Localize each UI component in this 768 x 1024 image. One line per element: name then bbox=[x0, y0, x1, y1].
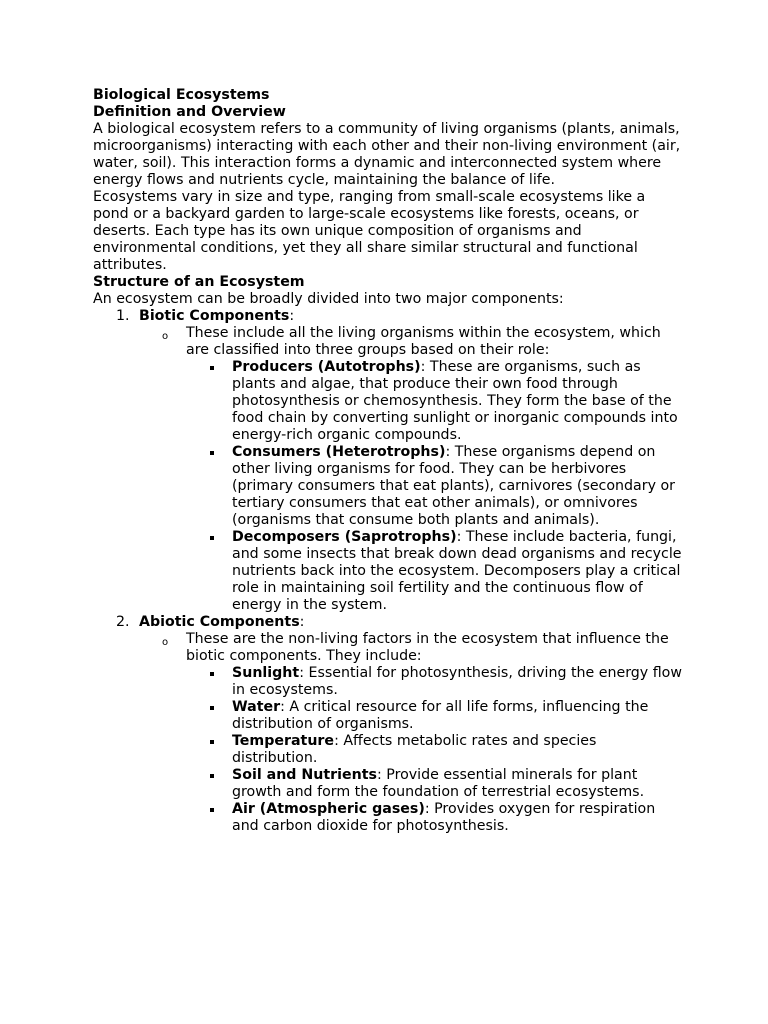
detail-term: Decomposers (Saprotrophs) bbox=[232, 529, 457, 545]
component-title: Abiotic Components bbox=[139, 614, 300, 630]
detail-term: Producers (Autotrophs) bbox=[232, 359, 421, 375]
detail-description: : Provide essential minerals for plant growth and form the foundation of terrestrial ecosystems. bbox=[232, 767, 645, 800]
detail-text bbox=[232, 767, 683, 801]
detail-description: : A critical resource for all life forms, influencing the distribution of organisms. bbox=[232, 699, 649, 732]
square-bullet-icon bbox=[210, 451, 214, 455]
list-number: 2. bbox=[116, 614, 130, 630]
document-body bbox=[93, 87, 683, 835]
detail-text bbox=[232, 359, 683, 444]
list-item bbox=[186, 444, 683, 529]
component-title: Biotic Components bbox=[139, 308, 290, 324]
component-heading bbox=[139, 614, 683, 631]
component-sublist bbox=[139, 631, 683, 835]
detail-description: : Essential for photosynthesis, driving the energy flow in ecosystems. bbox=[232, 665, 682, 698]
sublist-text: These are the non-living factors in the ecosystem that influence the biotic components. They include: bbox=[186, 631, 669, 664]
list-number: 1. bbox=[116, 308, 130, 324]
detail-text bbox=[232, 665, 683, 699]
sublist-item bbox=[139, 325, 683, 614]
component-item-biotic bbox=[93, 308, 683, 614]
detail-term: Soil and Nutrients bbox=[232, 767, 377, 783]
paragraph-structure-intro: An ecosystem can be broadly divided into two major components: bbox=[93, 291, 564, 307]
component-heading bbox=[139, 308, 683, 325]
square-bullet-icon bbox=[210, 536, 214, 540]
list-item bbox=[186, 699, 683, 733]
detail-term: Water bbox=[232, 699, 281, 715]
component-item-abiotic bbox=[93, 614, 683, 835]
detail-description: : These include bacteria, fungi, and some insects that break down dead organisms and recycle nutrients back into the ecosystem. Decomposers play a critical role in maintaining soil fertility and the continuous flow of energy in the system. bbox=[232, 529, 682, 613]
square-bullet-icon bbox=[210, 740, 214, 744]
detail-term: Sunlight bbox=[232, 665, 300, 681]
list-item bbox=[186, 359, 683, 444]
list-item bbox=[186, 801, 683, 835]
sublist-item bbox=[139, 631, 683, 835]
detail-list bbox=[186, 665, 683, 835]
detail-term: Consumers (Heterotrophs) bbox=[232, 444, 446, 460]
section-heading-structure: Structure of an Ecosystem bbox=[93, 274, 305, 290]
document-title: Biological Ecosystems bbox=[93, 87, 270, 103]
circle-bullet-icon: o bbox=[162, 331, 169, 342]
detail-text bbox=[232, 444, 683, 529]
detail-term: Air (Atmospheric gases) bbox=[232, 801, 425, 817]
detail-text bbox=[232, 801, 683, 835]
component-colon: : bbox=[289, 308, 295, 324]
section-heading-definition: Definition and Overview bbox=[93, 104, 286, 120]
detail-list bbox=[186, 359, 683, 614]
list-item bbox=[186, 733, 683, 767]
detail-description: : Affects metabolic rates and species distribution. bbox=[232, 733, 597, 766]
paragraph-types: Ecosystems vary in size and type, ranging from small-scale ecosystems like a pond or a backyard garden to large-scale ecosystems like forests, oceans, or deserts. Each type has its own unique composition of organisms and environmental conditions, yet they all share similar structural and functional attributes. bbox=[93, 189, 646, 273]
sublist-text: These include all the living organisms within the ecosystem, which are classified into three groups based on their role: bbox=[186, 325, 661, 358]
circle-bullet-icon: o bbox=[162, 637, 169, 648]
detail-description: : These are organisms, such as plants and algae, that produce their own food through photosynthesis or chemosynthesis. They form the base of the food chain by converting sunlight or inorganic compounds into energy-rich organic compounds. bbox=[232, 359, 678, 443]
list-item bbox=[186, 767, 683, 801]
square-bullet-icon bbox=[210, 706, 214, 710]
paragraph-definition: A biological ecosystem refers to a community of living organisms (plants, animals, microorganisms) interacting with each other and their non-living environment (air, water, soil). This interaction forms a dynamic and interconnected system where energy flows and nutrients cycle, maintaining the balance of life. bbox=[93, 121, 681, 188]
component-sublist bbox=[139, 325, 683, 614]
detail-text bbox=[232, 529, 683, 614]
square-bullet-icon bbox=[210, 366, 214, 370]
square-bullet-icon bbox=[210, 672, 214, 676]
square-bullet-icon bbox=[210, 774, 214, 778]
square-bullet-icon bbox=[210, 808, 214, 812]
list-item bbox=[186, 529, 683, 614]
detail-text bbox=[232, 733, 683, 767]
detail-description: : Provides oxygen for respiration and carbon dioxide for photosynthesis. bbox=[232, 801, 656, 834]
list-item bbox=[186, 665, 683, 699]
components-list bbox=[93, 308, 683, 835]
detail-term: Temperature bbox=[232, 733, 335, 749]
component-colon: : bbox=[299, 614, 305, 630]
detail-description: : These organisms depend on other living organisms for food. They can be herbivores (primary consumers that eat plants), carnivores (secondary or tertiary consumers that eat other animals), or omnivores (organisms that consume both plants and animals). bbox=[232, 444, 675, 528]
detail-text bbox=[232, 699, 683, 733]
